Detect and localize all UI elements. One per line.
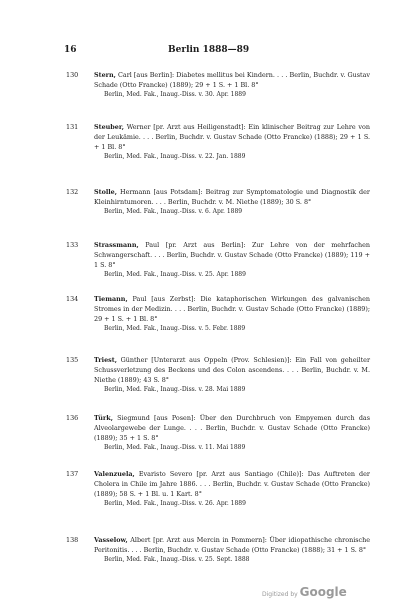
entry-text: Günther [Unterarzt aus Oppeln (Prov. Schlesien)]: Ein Fall von geheilter Schussverletzung des Beckens und des Colon ascendens. . . . Berlin, Buchdr. v. M. Niethe (1889); 43 S. 8° [94,356,370,384]
bibliography-entry [66,535,370,565]
entry-author: Valenzuela, [94,470,135,478]
entry-dissertation-note: Berlin, Med. Fak., Inaug.-Diss. v. 6. Apr. 1889 [104,208,243,215]
entry-citation [94,355,370,385]
google-logo: Google [299,585,347,599]
entry-number: 135 [66,356,79,364]
entry-dissertation-note: Berlin, Med. Fak., Inaug.-Diss. v. 28. Mai 1889 [104,386,246,393]
entry-citation [94,535,370,555]
bibliography-entry [66,294,370,334]
bibliography-entry [66,469,370,509]
entry-citation [94,187,370,207]
entry-author: Stern, [94,71,116,79]
entry-number: 138 [66,536,79,544]
entry-number: 136 [66,414,79,422]
bibliography-entry [66,187,370,217]
entry-dissertation-note: Berlin, Med. Fak., Inaug.-Diss. v. 25. Apr. 1889 [104,271,246,278]
entry-number: 131 [66,123,79,131]
bibliography-entry [66,240,370,280]
entry-citation [94,240,370,270]
entry-number: 132 [66,188,79,196]
entry-text: Albert [pr. Arzt aus Mercin in Pommern]: Über idiopathische chronische Peritonitis. . . . Berlin, Buchdr. v. Gustav Schade (Otto Francke) (1888); 31 + 1 S. 8° [94,536,370,554]
bibliography-entry [66,355,370,395]
bibliography-entry [66,122,370,162]
entry-dissertation-note: Berlin, Med. Fak., Inaug.-Diss. v. 5. Febr. 1889 [104,325,246,332]
entry-citation [94,122,370,152]
entry-citation [94,70,370,90]
entry-number: 134 [66,295,79,303]
entry-dissertation-note: Berlin, Med. Fak., Inaug.-Diss. v. 22. Jan. 1889 [104,153,246,160]
entry-dissertation-note: Berlin, Med. Fak., Inaug.-Diss. v. 25. Sept. 1888 [104,556,250,563]
entry-author: Türk, [94,414,113,422]
entry-citation [94,413,370,443]
entry-text: Hermann [aus Potsdam]: Beitrag zur Symptomatologie und Diagnostik der Kleinhirntumoren. . . . Berlin, Buchdr. v. M. Niethe (1889); 30 S. 8° [94,188,370,206]
entry-text: Werner [pr. Arzt aus Heiligenstadt]: Ein klinischer Beitrag zur Lehre von der Leukämie. . . . Berlin, Buchdr. v. Gustav Schade (Otto Francke) (1888); 29 + 1 S. + 1 Bl. 8° [94,123,370,151]
entry-number: 137 [66,470,79,478]
entry-author: Tiemann, [94,295,128,303]
entry-author: Strassmann, [94,241,139,249]
entry-text: Evaristo Severo [pr. Arzt aus Santiago (Chile)]: Das Auftreten der Cholera in Chile im Jahre 1886. . . . Berlin, Buchdr. v. Gustav Schade (Otto Francke) (1889); 58 S. + 1 Bl. u. 1 Kart. 8° [94,470,370,498]
entry-citation [94,294,370,324]
entry-author: Steuber, [94,123,124,131]
entry-text: Carl [aus Berlin]: Diabetes mellitus bei Kindern. . . . Berlin, Buchdr. v. Gustav Schade (Otto Francke) (1889); 29 + 1 S. + 1 Bl. 8° [94,71,370,89]
footer-prefix: Digitized by [262,591,298,598]
entry-text: Paul [aus Zerbst]: Die kataphorischen Wirkungen des galvanischen Stromes in der Medizin. . . . Berlin, Buchdr. v. Gustav Schade (Otto Francke) (1889); 29 + 1 S. + 1 Bl. 8° [94,295,370,323]
entry-text: Siegmund [aus Posen]: Über den Durchbruch von Empyemen durch das Alveolargewebe der Lunge. . . . Berlin, Buchdr. v. Gustav Schade (Otto Francke) (1889); 35 + 1 S. 8° [94,414,370,442]
bibliography-entry [66,70,370,100]
page-number: 16 [64,45,77,55]
entry-dissertation-note: Berlin, Med. Fak., Inaug.-Diss. v. 11. Mai 1889 [104,444,246,451]
entry-text: Paul [pr. Arzt aus Berlin]: Zur Lehre von der mehrfachen Schwangerschaft. . . . Berlin, Buchdr. v. Gustav Schade (Otto Francke) (1889); 119 + 1 S. 8° [94,241,370,269]
entry-author: Triest, [94,356,117,364]
entry-number: 133 [66,241,79,249]
entry-dissertation-note: Berlin, Med. Fak., Inaug.-Diss. v. 30. Apr. 1889 [104,91,246,98]
running-head: Berlin 1888—89 [168,45,250,55]
entry-number: 130 [66,71,79,79]
digitized-by-google [262,585,347,599]
entry-author: Stolle, [94,188,117,196]
entry-citation [94,469,370,499]
entry-author: Vasselow, [94,536,128,544]
entry-dissertation-note: Berlin, Med. Fak., Inaug.-Diss. v. 26. Apr. 1889 [104,500,246,507]
bibliography-entry [66,413,370,453]
